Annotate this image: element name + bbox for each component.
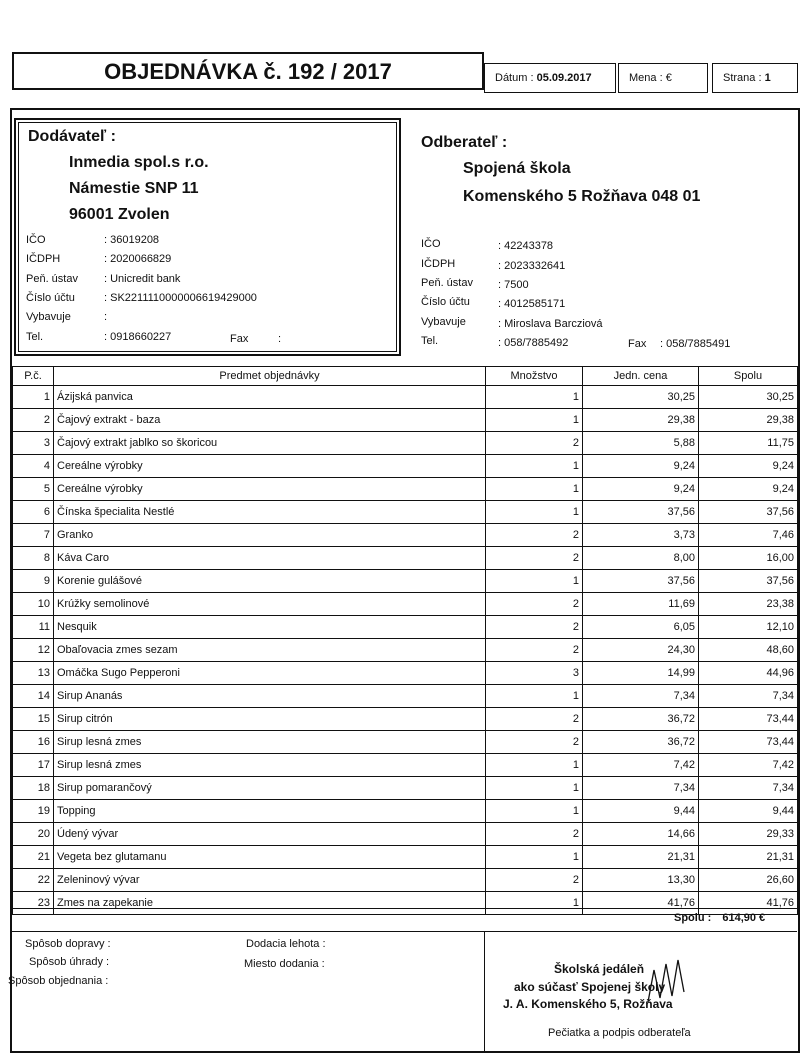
row-number: 23 (13, 892, 54, 915)
row-total: 73,44 (699, 731, 798, 754)
signature-caption: Pečiatka a podpis odberateľa (548, 1027, 691, 1039)
table-row (13, 754, 798, 777)
row-quantity: 2 (486, 731, 583, 754)
row-total: 7,46 (699, 524, 798, 547)
table-row (13, 524, 798, 547)
row-total: 7,34 (699, 685, 798, 708)
row-item-name: Ázijská panvica (54, 386, 486, 409)
customer-icdph-value: : 2023332641 (498, 260, 566, 272)
customer-address: Komenského 5 Rožňava 048 01 (463, 188, 701, 205)
row-number: 11 (13, 616, 54, 639)
row-total: 37,56 (699, 570, 798, 593)
table-row (13, 455, 798, 478)
table-row (13, 731, 798, 754)
order-method-label: Spôsob objednania : (8, 975, 109, 987)
row-item-name: Granko (54, 524, 486, 547)
row-total: 21,31 (699, 846, 798, 869)
col-header-unit-price: Jedn. cena (583, 367, 699, 386)
row-quantity: 1 (486, 455, 583, 478)
supplier-bank-value: : Unicredit bank (104, 273, 181, 285)
row-quantity: 1 (486, 892, 583, 915)
row-number: 20 (13, 823, 54, 846)
table-row (13, 708, 798, 731)
row-unit-price: 6,05 (583, 616, 699, 639)
row-item-name: Zmes na zapekanie (54, 892, 486, 915)
row-number: 1 (13, 386, 54, 409)
row-unit-price: 9,24 (583, 478, 699, 501)
table-row (13, 547, 798, 570)
row-number: 12 (13, 639, 54, 662)
table-row (13, 777, 798, 800)
table-row (13, 662, 798, 685)
table-row (13, 800, 798, 823)
row-total: 26,60 (699, 869, 798, 892)
delivery-time-label: Dodacia lehota : (246, 938, 326, 950)
table-row (13, 616, 798, 639)
row-item-name: Cereálne výrobky (54, 478, 486, 501)
customer-account-value: : 4012585171 (498, 298, 566, 310)
date-label: Dátum : (495, 72, 534, 84)
row-number: 9 (13, 570, 54, 593)
row-total: 73,44 (699, 708, 798, 731)
row-unit-price: 14,66 (583, 823, 699, 846)
table-row (13, 869, 798, 892)
payment-label: Spôsob úhrady : (29, 956, 110, 968)
row-number: 4 (13, 455, 54, 478)
table-header-row (13, 367, 798, 386)
supplier-ico-value: : 36019208 (104, 234, 160, 246)
row-quantity: 2 (486, 593, 583, 616)
items-table (12, 366, 798, 915)
supplier-ico: IČO (26, 234, 46, 246)
table-row (13, 501, 798, 524)
currency-label: Mena : (629, 72, 663, 84)
row-number: 10 (13, 593, 54, 616)
row-total: 11,75 (699, 432, 798, 455)
row-item-name: Krúžky semolinové (54, 593, 486, 616)
stamp-line-3: J. A. Komenského 5, Rožňava (503, 997, 673, 1011)
page-label: Strana : (723, 72, 762, 84)
stamp-line-2: ako súčasť Spojenej školy (514, 980, 666, 994)
stamp-line-1: Školská jedáleň (554, 962, 645, 976)
grand-total (674, 912, 765, 924)
row-item-name: Údený vývar (54, 823, 486, 846)
row-number: 6 (13, 501, 54, 524)
row-item-name: Sirup Ananás (54, 685, 486, 708)
supplier-name: Inmedia spol.s r.o. (69, 154, 209, 171)
customer-bank-value: : 7500 (498, 279, 529, 291)
supplier-tel-value: : 0918660227 (104, 331, 172, 343)
document-title: OBJEDNÁVKA č. 192 / 2017 (12, 52, 484, 90)
date-box (484, 63, 616, 93)
row-item-name: Čajový extrakt - baza (54, 409, 486, 432)
customer-ico: IČO (421, 238, 441, 250)
customer-fax: Fax (628, 338, 647, 350)
row-unit-price: 29,38 (583, 409, 699, 432)
row-item-name: Topping (54, 800, 486, 823)
row-total: 9,24 (699, 478, 798, 501)
row-number: 13 (13, 662, 54, 685)
currency-box (618, 63, 708, 93)
customer-handler: Vybavuje (421, 316, 466, 328)
table-row (13, 846, 798, 869)
page-box (712, 63, 798, 93)
row-unit-price: 30,25 (583, 386, 699, 409)
row-item-name: Čajový extrakt jablko so škoricou (54, 432, 486, 455)
row-quantity: 1 (486, 754, 583, 777)
row-unit-price: 7,34 (583, 685, 699, 708)
row-quantity: 1 (486, 501, 583, 524)
table-row (13, 386, 798, 409)
row-quantity: 2 (486, 708, 583, 731)
row-unit-price: 36,72 (583, 731, 699, 754)
row-unit-price: 13,30 (583, 869, 699, 892)
supplier-tel: Tel. (26, 331, 44, 343)
supplier-handler-value: : (104, 311, 108, 323)
row-unit-price: 14,99 (583, 662, 699, 685)
row-unit-price: 7,42 (583, 754, 699, 777)
row-total: 30,25 (699, 386, 798, 409)
col-header-total: Spolu (699, 367, 798, 386)
row-quantity: 1 (486, 800, 583, 823)
customer-bank: Peň. ústav (421, 277, 473, 289)
customer-tel-value: : 058/7885492 (498, 337, 569, 349)
supplier-account: Číslo účtu (26, 292, 75, 304)
row-quantity: 1 (486, 478, 583, 501)
row-number: 17 (13, 754, 54, 777)
customer-fax-value: : 058/7885491 (660, 338, 731, 350)
row-quantity: 1 (486, 570, 583, 593)
row-item-name: Nesquik (54, 616, 486, 639)
row-unit-price: 37,56 (583, 501, 699, 524)
customer-tel: Tel. (421, 335, 439, 347)
row-quantity: 1 (486, 685, 583, 708)
row-total: 48,60 (699, 639, 798, 662)
row-quantity: 2 (486, 869, 583, 892)
row-number: 22 (13, 869, 54, 892)
row-total: 37,56 (699, 501, 798, 524)
row-item-name: Sirup lesná zmes (54, 754, 486, 777)
supplier-fax: Fax (230, 333, 249, 345)
table-row (13, 685, 798, 708)
row-quantity: 3 (486, 662, 583, 685)
col-header-quantity: Množstvo (486, 367, 583, 386)
row-quantity: 1 (486, 386, 583, 409)
row-number: 3 (13, 432, 54, 455)
supplier-street: Námestie SNP 11 (69, 180, 199, 197)
col-header-item: Predmet objednávky (54, 367, 486, 386)
table-row (13, 570, 798, 593)
supplier-handler: Vybavuje (26, 311, 71, 323)
row-unit-price: 37,56 (583, 570, 699, 593)
row-unit-price: 8,00 (583, 547, 699, 570)
table-row (13, 593, 798, 616)
row-total: 44,96 (699, 662, 798, 685)
row-item-name: Sirup lesná zmes (54, 731, 486, 754)
row-total: 12,10 (699, 616, 798, 639)
table-row (13, 478, 798, 501)
row-item-name: Čínska špecialita Nestlé (54, 501, 486, 524)
supplier-heading: Dodávateľ : (28, 128, 116, 145)
row-number: 8 (13, 547, 54, 570)
row-number: 18 (13, 777, 54, 800)
supplier-icdph-value: : 2020066829 (104, 253, 172, 265)
row-quantity: 1 (486, 409, 583, 432)
row-quantity: 2 (486, 524, 583, 547)
row-quantity: 2 (486, 547, 583, 570)
supplier-account-value: : SK2211110000006619429000 (104, 292, 257, 304)
delivery-place-label: Miesto dodania : (244, 958, 325, 970)
row-total: 9,24 (699, 455, 798, 478)
row-number: 19 (13, 800, 54, 823)
row-total: 29,38 (699, 409, 798, 432)
supplier-city: 96001 Zvolen (69, 206, 170, 223)
customer-name: Spojená škola (463, 160, 571, 177)
row-quantity: 2 (486, 432, 583, 455)
row-item-name: Cereálne výrobky (54, 455, 486, 478)
col-header-number: P.č. (13, 367, 54, 386)
row-quantity: 1 (486, 846, 583, 869)
supplier-fax-value: : (278, 333, 282, 345)
row-total: 23,38 (699, 593, 798, 616)
row-number: 5 (13, 478, 54, 501)
row-item-name: Korenie gulášové (54, 570, 486, 593)
row-number: 15 (13, 708, 54, 731)
grand-total-value: 614,90 € (722, 912, 766, 924)
customer-ico-value: : 42243378 (498, 240, 554, 252)
row-unit-price: 21,31 (583, 846, 699, 869)
row-unit-price: 41,76 (583, 892, 699, 915)
row-item-name: Zeleninový vývar (54, 869, 486, 892)
row-quantity: 2 (486, 639, 583, 662)
customer-account: Číslo účtu (421, 296, 470, 308)
customer-heading: Odberateľ : (421, 134, 508, 151)
row-total: 41,76 (699, 892, 798, 915)
row-quantity: 2 (486, 616, 583, 639)
grand-total-label: Spolu : (674, 912, 712, 924)
row-item-name: Vegeta bez glutamanu (54, 846, 486, 869)
row-total: 7,42 (699, 754, 798, 777)
row-item-name: Sirup pomarančový (54, 777, 486, 800)
table-row (13, 432, 798, 455)
signature-scribble (640, 950, 700, 1010)
row-number: 7 (13, 524, 54, 547)
table-row (13, 639, 798, 662)
table-row (13, 823, 798, 846)
row-item-name: Omáčka Sugo Pepperoni (54, 662, 486, 685)
row-unit-price: 24,30 (583, 639, 699, 662)
row-unit-price: 5,88 (583, 432, 699, 455)
row-item-name: Obaľovacia zmes sezam (54, 639, 486, 662)
table-row (13, 409, 798, 432)
customer-icdph: IČDPH (421, 258, 456, 270)
row-number: 16 (13, 731, 54, 754)
date-value: 05.09.2017 (536, 72, 592, 84)
row-quantity: 1 (486, 777, 583, 800)
row-unit-price: 11,69 (583, 593, 699, 616)
row-unit-price: 36,72 (583, 708, 699, 731)
row-number: 21 (13, 846, 54, 869)
row-total: 29,33 (699, 823, 798, 846)
row-total: 7,34 (699, 777, 798, 800)
row-total: 9,44 (699, 800, 798, 823)
row-unit-price: 9,44 (583, 800, 699, 823)
row-item-name: Sirup citrón (54, 708, 486, 731)
transport-label: Spôsob dopravy : (25, 938, 111, 950)
customer-handler-value: : Miroslava Barcziová (498, 318, 603, 330)
row-unit-price: 7,34 (583, 777, 699, 800)
row-item-name: Káva Caro (54, 547, 486, 570)
currency-value: € (665, 72, 672, 84)
page-value: 1 (764, 72, 771, 84)
row-total: 16,00 (699, 547, 798, 570)
row-number: 2 (13, 409, 54, 432)
row-number: 14 (13, 685, 54, 708)
supplier-icdph: IČDPH (26, 253, 61, 265)
supplier-bank: Peň. ústav (26, 273, 78, 285)
row-unit-price: 3,73 (583, 524, 699, 547)
row-unit-price: 9,24 (583, 455, 699, 478)
row-quantity: 2 (486, 823, 583, 846)
